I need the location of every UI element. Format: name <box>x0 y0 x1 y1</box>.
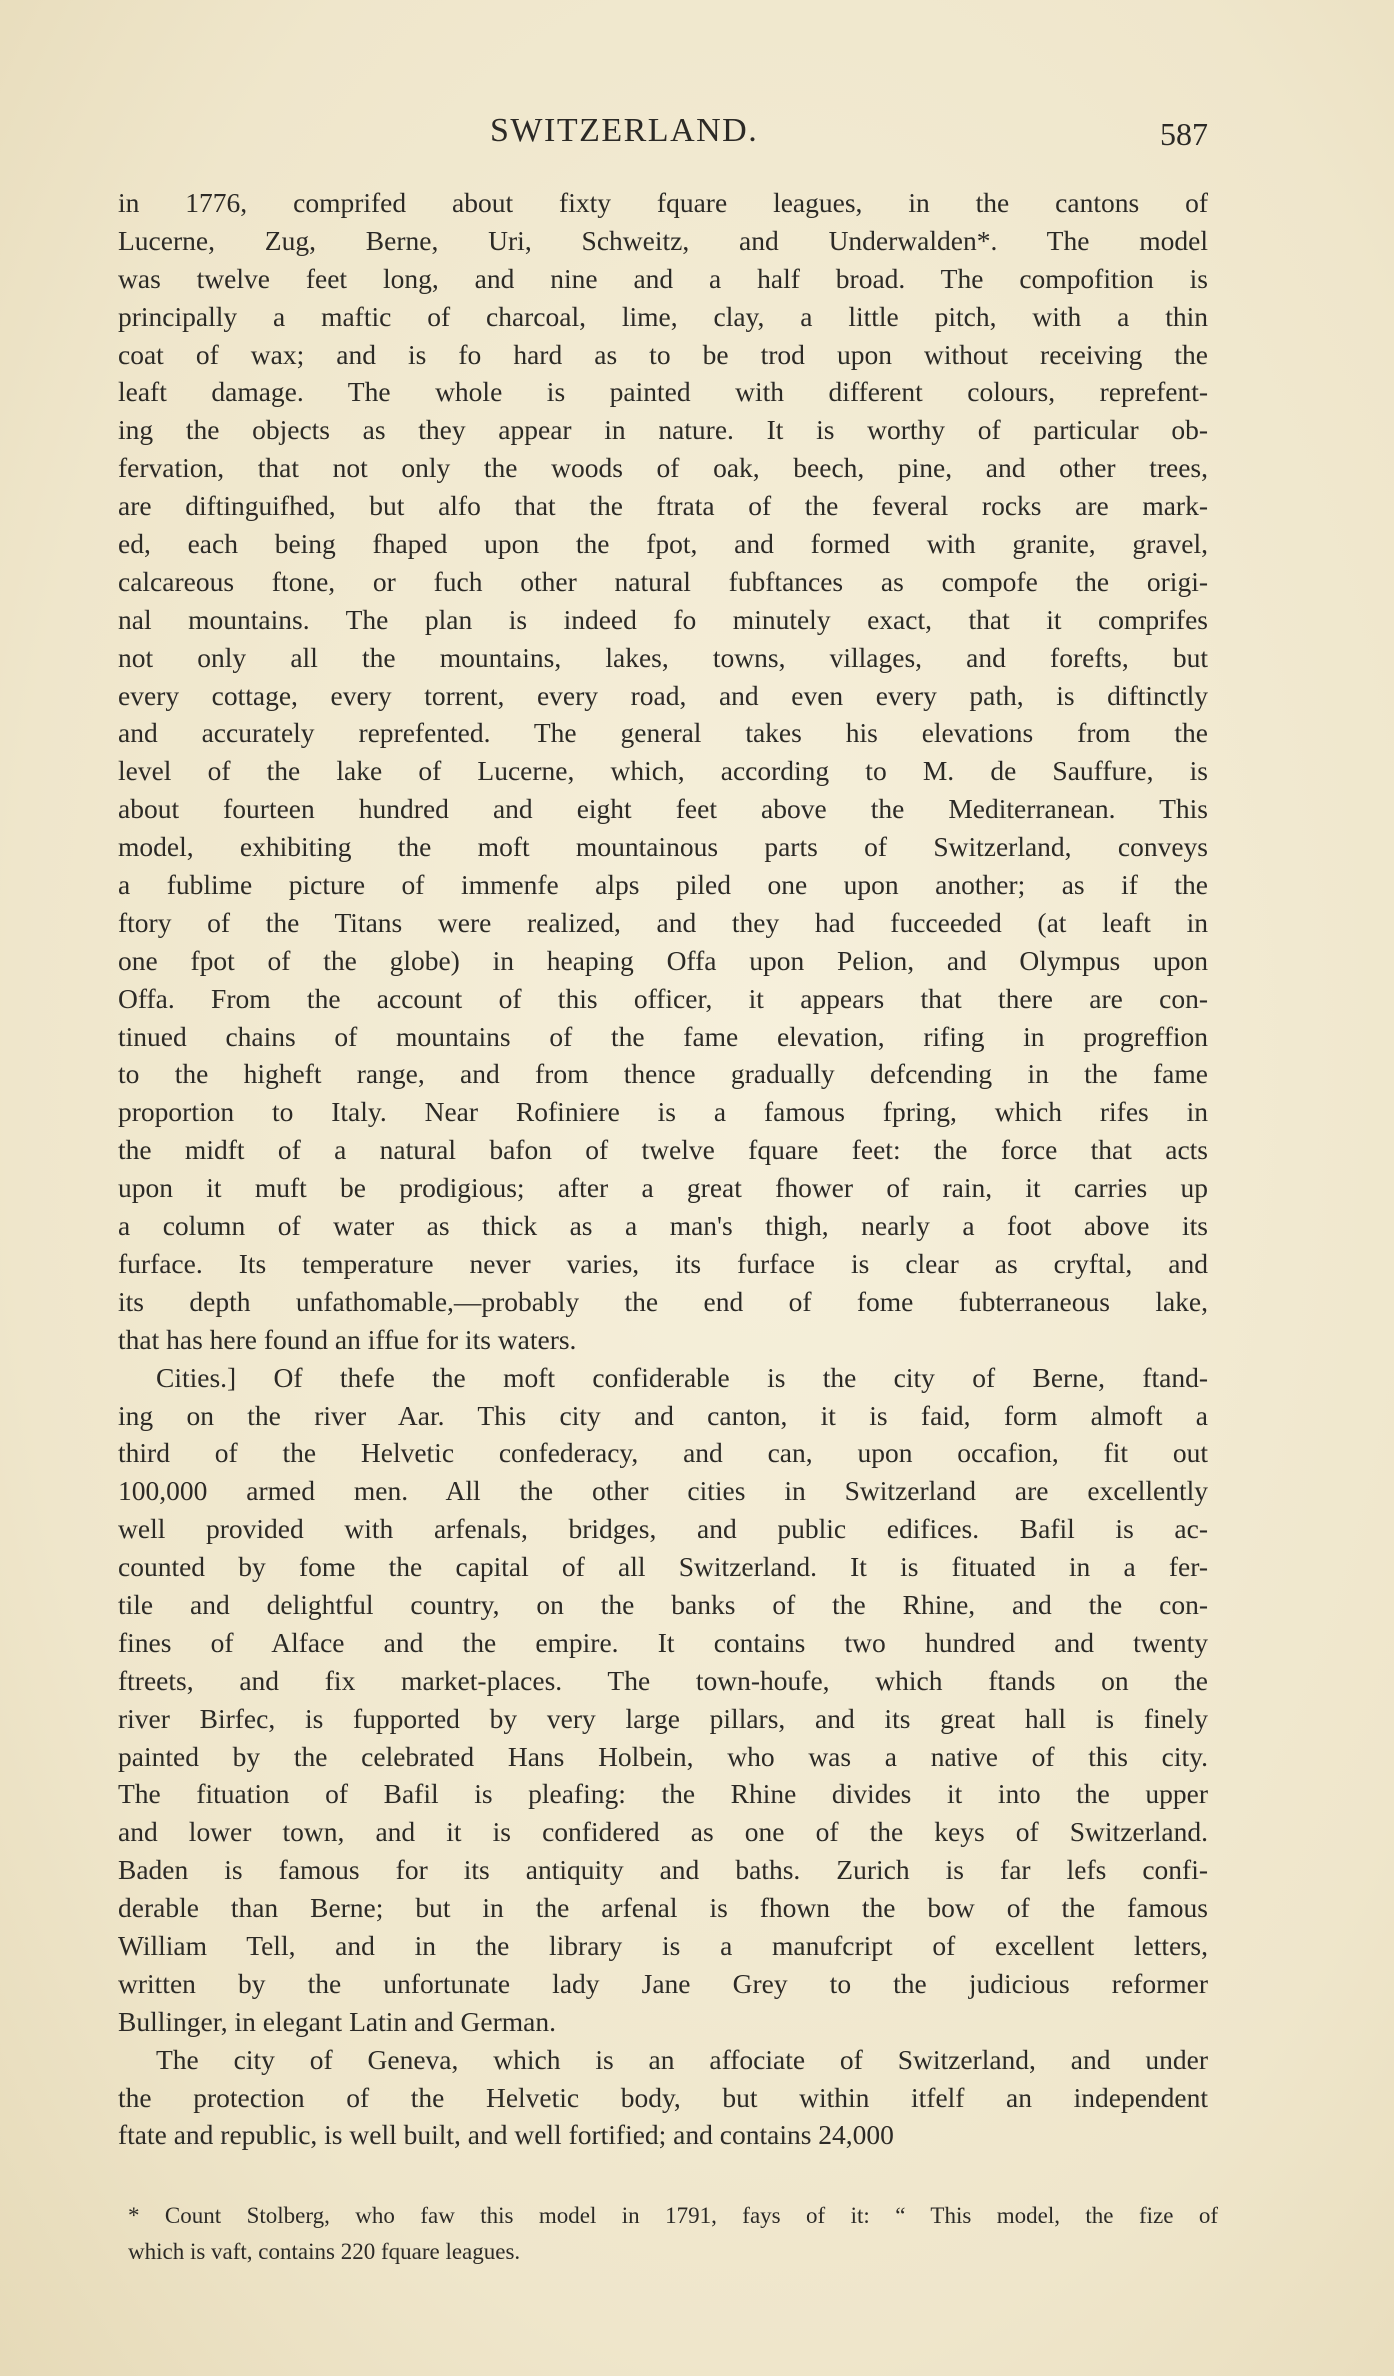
text-line: not only all the mountains, lakes, towns, villages, and forefts, but <box>118 641 1208 673</box>
text-line: furface. Its temperature never varies, its furface is clear as cryftal, and <box>118 1247 1208 1279</box>
text-line: and lower town, and it is confidered as one of the keys of Switzerland. <box>118 1816 1208 1848</box>
text-line: The city of Geneva, which is an affociate of Switzerland, and under <box>156 2043 1208 2075</box>
text-line: proportion to Italy. Near Rofiniere is a famous fpring, which rifes in <box>118 1096 1208 1128</box>
text-line: counted by fome the capital of all Switzerland. It is fituated in a fer- <box>118 1551 1208 1583</box>
text-line: about fourteen hundred and eight feet above the Mediterranean. This <box>118 793 1208 825</box>
footnote-line: * Count Stolberg, who faw this model in 1791, fays of it: “ This model, the fize of <box>128 2203 1218 2228</box>
text-line: are diftinguifhed, but alfo that the ftrata of the feveral rocks are mark- <box>118 490 1208 522</box>
text-line: derable than Berne; but in the arfenal is fhown the bow of the famous <box>118 1892 1208 1924</box>
text-line: fervation, that not only the woods of oak, beech, pine, and other trees, <box>118 452 1208 484</box>
text-line: Cities.] Of thefe the moft confiderable is the city of Berne, ftand- <box>156 1361 1208 1393</box>
running-head: SWITZERLAND. <box>490 112 759 149</box>
text-line: every cottage, every torrent, every road, and even every path, is diftinctly <box>118 679 1208 711</box>
text-line: written by the unfortunate lady Jane Grey to the judicious reformer <box>118 1967 1208 1999</box>
text-line: tile and delightful country, on the banks of the Rhine, and the con- <box>118 1588 1208 1620</box>
text-line: a fublime picture of immenfe alps piled one upon another; as if the <box>118 869 1208 901</box>
text-line: The fituation of Bafil is pleafing: the Rhine divides it into the upper <box>118 1778 1208 1810</box>
text-line: ing on the river Aar. This city and canton, it is faid, form almoft a <box>118 1399 1208 1431</box>
page-header <box>118 112 1208 162</box>
text-line: to the higheft range, and from thence gradually defcending in the fame <box>118 1058 1208 1090</box>
text-line: leaft damage. The whole is painted with different colours, reprefent- <box>118 376 1208 408</box>
text-line: and accurately reprefented. The general takes his elevations from the <box>118 717 1208 749</box>
text-line: the protection of the Helvetic body, but within itfelf an independent <box>118 2081 1208 2113</box>
text-line: calcareous ftone, or fuch other natural fubftances as compofe the origi- <box>118 565 1208 597</box>
body-text <box>118 184 1208 2154</box>
text-line: Lucerne, Zug, Berne, Uri, Schweitz, and Underwalden*. The model <box>118 224 1208 256</box>
text-line: principally a maftic of charcoal, lime, clay, a little pitch, with a thin <box>118 300 1208 332</box>
text-line: Baden is famous for its antiquity and baths. Zurich is far lefs confi- <box>118 1854 1208 1886</box>
text-line: Bullinger, in elegant Latin and German. <box>118 2005 556 2037</box>
text-line: ing the objects as they appear in nature. It is worthy of particular ob- <box>118 414 1208 446</box>
text-line: fines of Alface and the empire. It contains two hundred and twenty <box>118 1626 1208 1658</box>
text-line: river Birfec, is fupported by very large pillars, and its great hall is finely <box>118 1702 1208 1734</box>
text-line: ftate and republic, is well built, and well fortified; and contains 24,000 <box>118 2119 894 2151</box>
text-line: level of the lake of Lucerne, which, according to M. de Sauffure, is <box>118 755 1208 787</box>
footnote <box>128 2198 1218 2270</box>
text-line: upon it muft be prodigious; after a great fhower of rain, it carries up <box>118 1172 1208 1204</box>
text-line: coat of wax; and is fo hard as to be trod upon without receiving the <box>118 338 1208 370</box>
text-line: 100,000 armed men. All the other cities in Switzerland are excellently <box>118 1475 1208 1507</box>
text-line: a column of water as thick as a man's thigh, nearly a foot above its <box>118 1210 1208 1242</box>
text-line: the midft of a natural bafon of twelve fquare feet: the force that acts <box>118 1134 1208 1166</box>
text-line: was twelve feet long, and nine and a half broad. The compofition is <box>118 262 1208 294</box>
text-line: ftory of the Titans were realized, and they had fucceeded (at leaft in <box>118 906 1208 938</box>
text-line: model, exhibiting the moft mountainous parts of Switzerland, conveys <box>118 831 1208 863</box>
text-line: ed, each being fhaped upon the fpot, and formed with granite, gravel, <box>118 528 1208 560</box>
text-line: in 1776, comprifed about fixty fquare leagues, in the cantons of <box>118 187 1208 218</box>
page-number: 587 <box>1160 116 1208 152</box>
text-line: painted by the celebrated Hans Holbein, who was a native of this city. <box>118 1740 1208 1772</box>
text-line: its depth unfathomable,—probably the end of fome fubterraneous lake, <box>118 1285 1208 1317</box>
text-line: one fpot of the globe) in heaping Offa upon Pelion, and Olympus upon <box>118 944 1208 976</box>
text-line: third of the Helvetic confederacy, and can, upon occafion, fit out <box>118 1437 1208 1469</box>
text-line: that has here found an iffue for its waters. <box>118 1323 577 1355</box>
text-line: tinued chains of mountains of the fame elevation, rifing in progreffion <box>118 1020 1208 1052</box>
text-line: William Tell, and in the library is a manufcript of excellent letters, <box>118 1929 1208 1961</box>
text-line: nal mountains. The plan is indeed fo minutely exact, that it comprifes <box>118 603 1208 635</box>
text-line: ftreets, and fix market-places. The town-houfe, which ftands on the <box>118 1664 1208 1696</box>
footnote-line: which is vaft, contains 220 fquare leagues. <box>128 2239 521 2264</box>
text-line: Offa. From the account of this officer, it appears that there are con- <box>118 982 1208 1014</box>
text-line: well provided with arfenals, bridges, and public edifices. Bafil is ac- <box>118 1513 1208 1545</box>
